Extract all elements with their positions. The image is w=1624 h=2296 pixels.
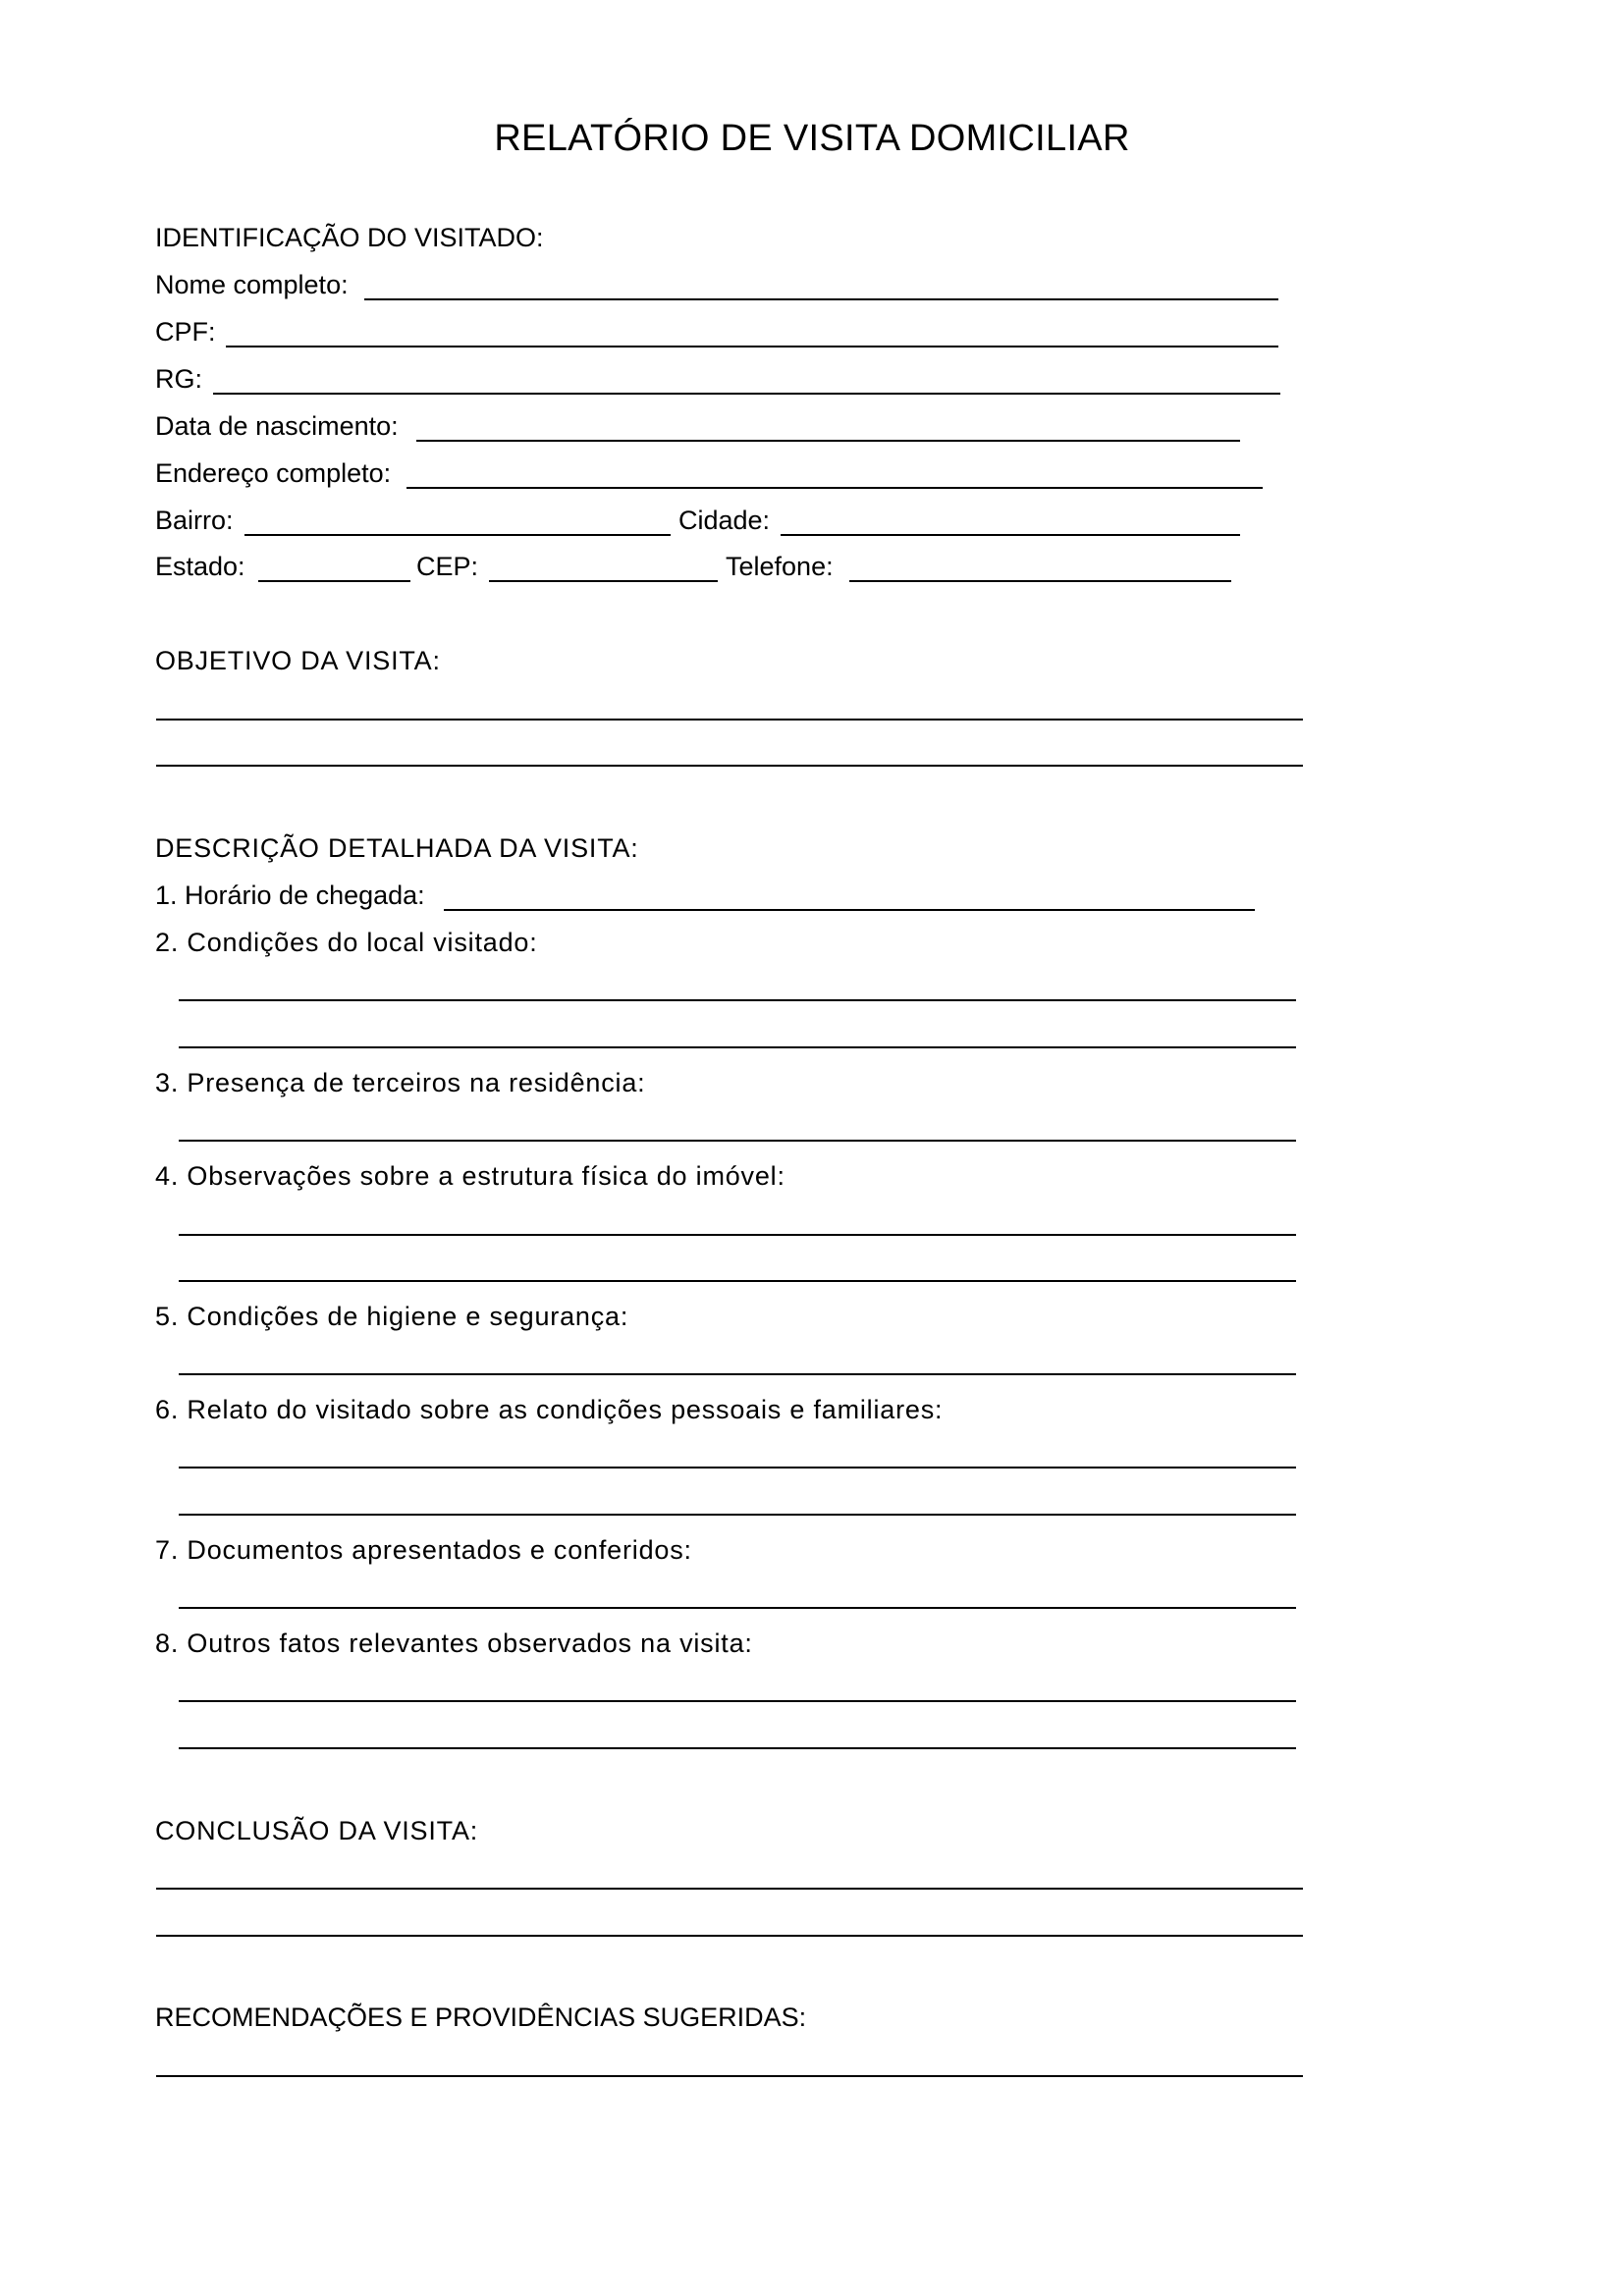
item-documentos-label: 7. Documentos apresentados e conferidos: bbox=[155, 1535, 692, 1565]
telefone-field-line[interactable] bbox=[849, 580, 1231, 582]
estrutura-line-1[interactable] bbox=[179, 1234, 1296, 1236]
item-outros-fatos-label: 8. Outros fatos relevantes observados na visita: bbox=[155, 1629, 753, 1658]
document-title: RELATÓRIO DE VISITA DOMICILIAR bbox=[494, 118, 1130, 159]
item-estrutura-label: 4. Observações sobre a estrutura física do imóvel: bbox=[155, 1161, 785, 1191]
cep-field-line[interactable] bbox=[489, 580, 718, 582]
cep-label: CEP: bbox=[416, 552, 479, 581]
estado-field-line[interactable] bbox=[258, 580, 410, 582]
condicoes-local-line-2[interactable] bbox=[179, 1046, 1296, 1048]
estado-label: Estado: bbox=[155, 552, 245, 581]
relato-line-2[interactable] bbox=[179, 1514, 1296, 1516]
outros-fatos-line-1[interactable] bbox=[179, 1700, 1296, 1702]
item-higiene-label: 5. Condições de higiene e segurança: bbox=[155, 1302, 629, 1331]
item-condicoes-local-label: 2. Condições do local visitado: bbox=[155, 928, 538, 957]
terceiros-line-1[interactable] bbox=[179, 1140, 1296, 1142]
recomendacoes-heading: RECOMENDAÇÕES E PROVIDÊNCIAS SUGERIDAS: bbox=[155, 2002, 807, 2032]
cpf-label: CPF: bbox=[155, 317, 216, 347]
documentos-line-1[interactable] bbox=[179, 1607, 1296, 1609]
cpf-field-line[interactable] bbox=[226, 346, 1278, 347]
objetivo-heading: OBJETIVO DA VISITA: bbox=[155, 646, 441, 675]
conclusao-line-1[interactable] bbox=[156, 1888, 1303, 1890]
nascimento-field-line[interactable] bbox=[416, 440, 1240, 442]
telefone-label: Telefone: bbox=[726, 552, 834, 581]
bairro-field-line[interactable] bbox=[244, 534, 671, 536]
nascimento-label: Data de nascimento: bbox=[155, 411, 399, 441]
rg-field-line[interactable] bbox=[213, 393, 1280, 395]
endereco-label: Endereço completo: bbox=[155, 458, 392, 488]
identificacao-heading: IDENTIFICAÇÃO DO VISITADO: bbox=[155, 223, 544, 252]
endereco-field-line[interactable] bbox=[406, 487, 1263, 489]
relato-line-1[interactable] bbox=[179, 1467, 1296, 1468]
outros-fatos-line-2[interactable] bbox=[179, 1747, 1296, 1749]
cidade-field-line[interactable] bbox=[781, 534, 1240, 536]
conclusao-heading: CONCLUSÃO DA VISITA: bbox=[155, 1816, 479, 1845]
higiene-line-1[interactable] bbox=[179, 1373, 1296, 1375]
item-horario-label: 1. Horário de chegada: bbox=[155, 881, 425, 910]
descricao-heading: DESCRIÇÃO DETALHADA DA VISITA: bbox=[155, 833, 639, 863]
item-relato-label: 6. Relato do visitado sobre as condições pessoais e familiares: bbox=[155, 1395, 944, 1424]
nome-field-line[interactable] bbox=[364, 298, 1278, 300]
objetivo-line-1[interactable] bbox=[156, 719, 1303, 721]
horario-field-line[interactable] bbox=[444, 909, 1255, 911]
cidade-label: Cidade: bbox=[678, 506, 771, 535]
rg-label: RG: bbox=[155, 364, 203, 394]
recomendacoes-line-1[interactable] bbox=[156, 2075, 1303, 2077]
condicoes-local-line-1[interactable] bbox=[179, 999, 1296, 1001]
bairro-label: Bairro: bbox=[155, 506, 234, 535]
conclusao-line-2[interactable] bbox=[156, 1935, 1303, 1937]
estrutura-line-2[interactable] bbox=[179, 1280, 1296, 1282]
item-terceiros-label: 3. Presença de terceiros na residência: bbox=[155, 1068, 646, 1097]
nome-label: Nome completo: bbox=[155, 270, 349, 299]
objetivo-line-2[interactable] bbox=[156, 765, 1303, 767]
